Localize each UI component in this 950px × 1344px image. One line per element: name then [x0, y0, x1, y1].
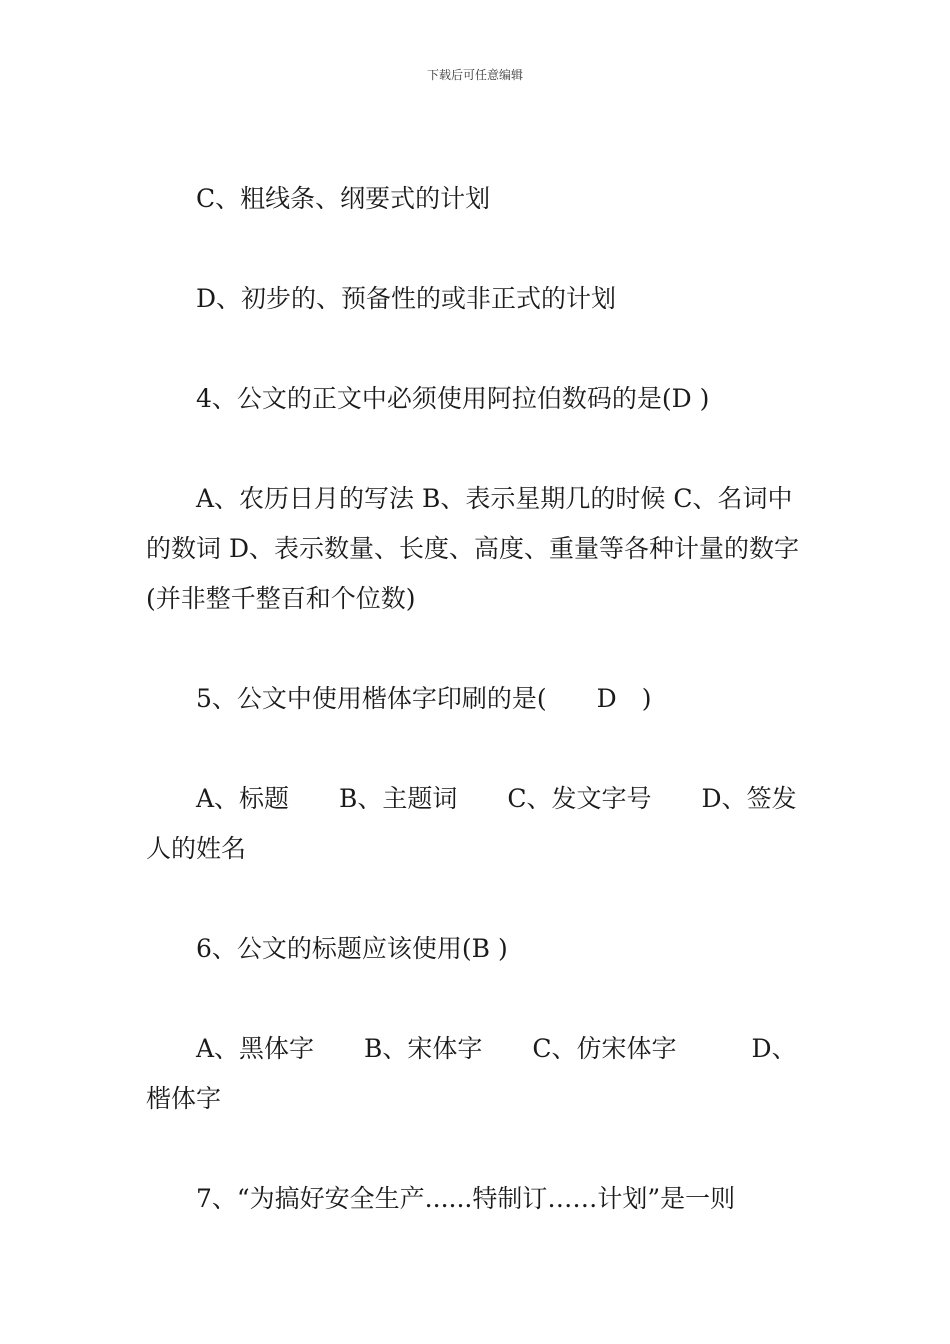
question-4-options: A、农历日月的写法 B、表示星期几的时候 C、名词中的数词 D、表示数量、长度、高度、重量等各种计量的数字(并非整千整百和个位数)	[146, 484, 799, 613]
question-6: 6、公文的标题应该使用(B )	[196, 934, 508, 963]
question-7: 7、“为搞好安全生产......特制订……计划”是一则	[196, 1184, 736, 1213]
question-6-options: A、黑体字 B、宋体字 C、仿宋体字 D、楷体字	[146, 1034, 797, 1113]
document-body	[146, 174, 810, 1224]
option-d-paragraph: D、初步的、预备性的或非正式的计划	[196, 284, 617, 313]
question-5: 5、公文中使用楷体字印刷的是( D )	[196, 684, 652, 713]
option-c-paragraph: C、粗线条、纲要式的计划	[196, 184, 491, 213]
page-header: 下载后可任意编辑	[426, 68, 523, 82]
question-4: 4、公文的正文中必须使用阿拉伯数码的是(D )	[196, 384, 710, 413]
question-5-options: A、标题 B、主题词 C、发文字号 D、签发人的姓名	[146, 784, 797, 863]
